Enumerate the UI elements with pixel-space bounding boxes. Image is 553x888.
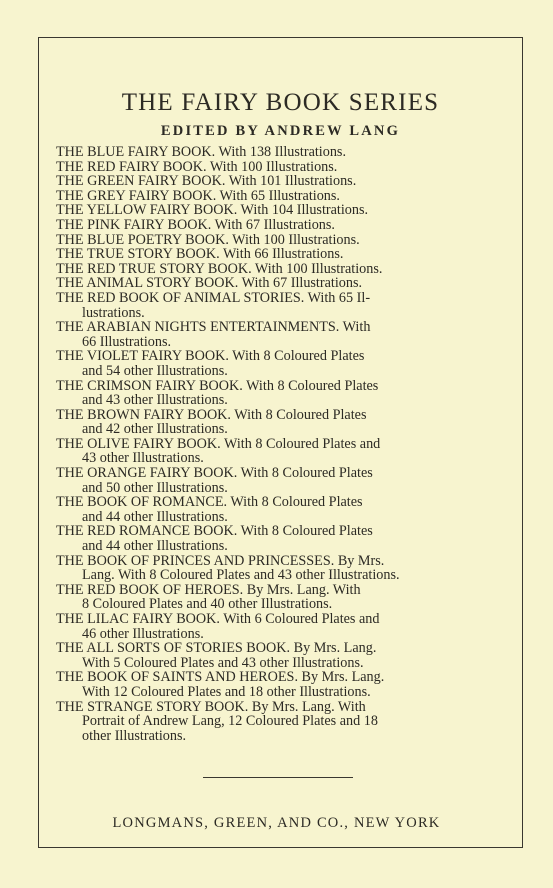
book-entry [56,641,506,670]
book-entry-continuation: With 5 Coloured Plates and 43 other Illustrations. [82,654,364,671]
book-entry [56,203,506,218]
book-entry-text: THE ORANGE FAIRY BOOK. With 8 Coloured Plates [56,465,373,482]
book-entry-continuation: 43 other Illustrations. [82,450,204,467]
book-entry [56,524,506,553]
book-entry-continuation: and 43 other Illustrations. [82,392,228,409]
book-entry [56,437,506,466]
book-entry-continuation: Lang. With 8 Coloured Plates and 43 other Illustrations. [82,567,400,584]
book-entry-text: THE RED FAIRY BOOK. With 100 Illustrations. [56,158,338,175]
book-entry-continuation: Portrait of Andrew Lang, 12 Coloured Plates and 18 [82,713,378,730]
book-entry-continuation: and 50 other Illustrations. [82,479,228,496]
book-entry-text: THE YELLOW FAIRY BOOK. With 104 Illustrations. [56,202,369,219]
book-entry-continuation: and 44 other Illustrations. [82,538,228,555]
book-entry-text: THE OLIVE FAIRY BOOK. With 8 Coloured Plates and [56,435,381,452]
book-entry [56,583,506,612]
book-entry [56,276,506,291]
book-entry-continuation: and 44 other Illustrations. [82,508,228,525]
book-entry [56,291,506,320]
book-entry-continuation: and 42 other Illustrations. [82,421,228,438]
book-entry [56,700,506,744]
editor-line: EDITED BY ANDREW LANG [160,123,401,139]
book-entry [56,189,506,204]
divider-rule [203,777,353,778]
book-entry-continuation: other Illustrations. [82,727,187,744]
book-entry-text: THE ANIMAL STORY BOOK. With 67 Illustrations. [56,275,363,292]
book-entry-text: THE BLUE FAIRY BOOK. With 138 Illustrations. [56,144,347,160]
book-entry-text: THE LILAC FAIRY BOOK. With 6 Coloured Plates and [56,611,380,627]
book-entry-text: THE BOOK OF SAINTS AND HEROES. By Mrs. Lang. [56,669,385,686]
book-entry-text: THE RED TRUE STORY BOOK. With 100 Illustrations. [56,260,383,277]
book-entry-text: THE RED BOOK OF ANIMAL STORIES. With 65 Il- [56,289,371,306]
book-entry-text: THE PINK FAIRY BOOK. With 67 Illustrations. [56,216,335,233]
book-entry-text: THE BLUE POETRY BOOK. With 100 Illustrations. [56,231,360,248]
book-list [56,145,506,743]
book-entry-continuation: 66 Illustrations. [82,333,172,350]
book-entry [56,670,506,699]
book-entry-text: THE BROWN FAIRY BOOK. With 8 Coloured Plates [56,406,367,423]
book-entry-text: THE RED BOOK OF HEROES. By Mrs. Lang. With [56,581,361,598]
book-entry-text: THE CRIMSON FAIRY BOOK. With 8 Coloured Plates [56,377,379,394]
book-entry-text: THE ARABIAN NIGHTS ENTERTAINMENTS. With [56,319,371,336]
book-entry-continuation: 8 Coloured Plates and 40 other Illustrations. [82,596,333,613]
page-title: THE FAIRY BOOK SERIES [121,89,440,116]
book-entry-continuation: 46 other Illustrations. [82,625,204,642]
book-entry-text: THE BOOK OF PRINCES AND PRINCESSES. By Mrs. [56,552,385,569]
book-entry-text: THE ALL SORTS OF STORIES BOOK. By Mrs. Lang. [56,640,377,657]
book-entry [56,466,506,495]
book-entry [56,160,506,175]
book-entry [56,218,506,233]
book-entry-text: THE STRANGE STORY BOOK. By Mrs. Lang. With [56,698,366,715]
book-entry-text: THE TRUE STORY BOOK. With 66 Illustrations. [56,246,344,263]
book-entry [56,408,506,437]
publisher-line: LONGMANS, GREEN, AND CO., NEW YORK [112,815,441,831]
book-entry-text: THE GREY FAIRY BOOK. With 65 Illustrations. [56,187,340,204]
book-entry [56,145,506,160]
book-entry [56,320,506,349]
book-entry [56,554,506,583]
book-entry [56,349,506,378]
book-entry [56,612,506,641]
book-entry-text: THE RED ROMANCE BOOK. With 8 Coloured Plates [56,523,373,540]
book-entry [56,495,506,524]
book-entry [56,262,506,277]
book-entry-text: THE VIOLET FAIRY BOOK. With 8 Coloured Plates [56,348,365,365]
book-entry-continuation: and 54 other Illustrations. [82,362,228,379]
book-entry-continuation: lustrations. [82,304,145,321]
book-entry [56,233,506,248]
book-entry [56,379,506,408]
book-entry [56,247,506,262]
book-entry-text: THE GREEN FAIRY BOOK. With 101 Illustrations. [56,173,357,190]
book-entry-text: THE BOOK OF ROMANCE. With 8 Coloured Plates [56,494,363,511]
book-entry-continuation: With 12 Coloured Plates and 18 other Illustrations. [82,683,371,700]
book-entry [56,174,506,189]
